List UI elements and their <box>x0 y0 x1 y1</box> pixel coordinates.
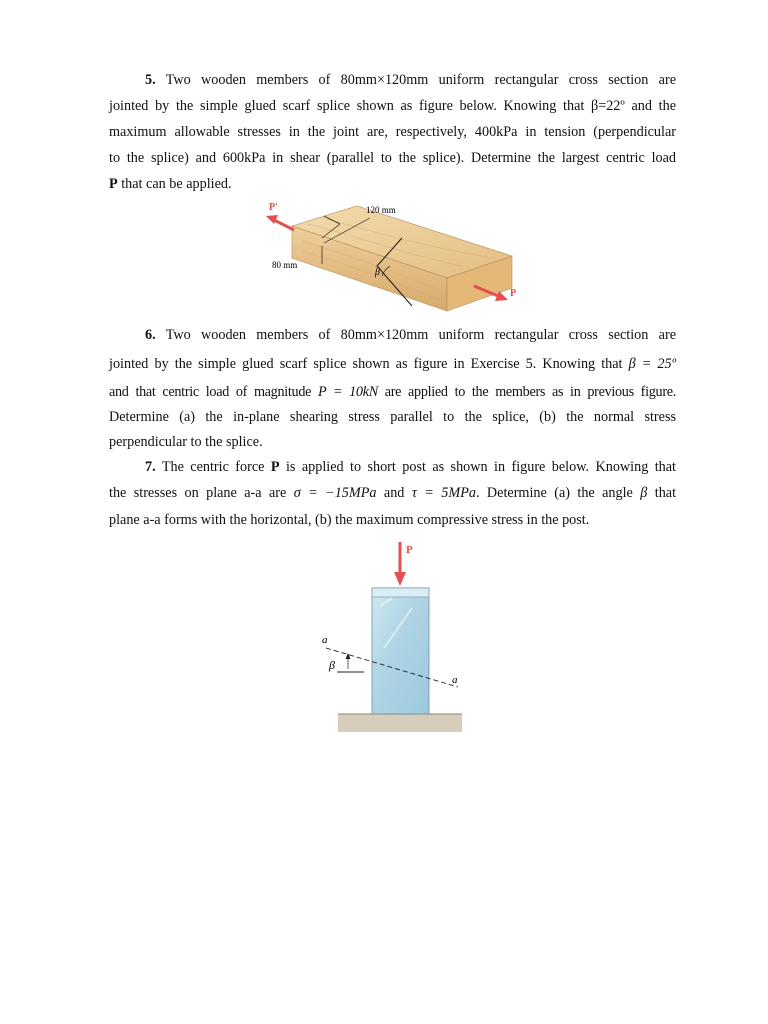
problem-7-text: 7. The centric force P is applied to short post as shown in figure below. Knowing that the stresses on plane a-a are σ = −15MPa and τ = 5MPa. Determine (a) the angle β that plane a-a forms with the horizontal, (b) the maximum compressive stress in the post. <box>109 459 677 528</box>
problem-number: 7. <box>145 459 156 475</box>
label-p-prime: P' <box>269 202 278 213</box>
problem-5-text: 5. Two wooden members of 80mm×120mm uniform rectangular cross section are jointed by the simple glued scarf splice shown as figure below. Knowing that β=22º and the maximum allowable stresses in the joint are, respectively, 400kPa in tension (perpendicular to the splice) and 600kPa in shear (parallel to the splice). Determine the largest centric load P that can be applied. <box>109 72 676 192</box>
scarf-splice-figure <box>262 196 542 316</box>
label-p: P <box>406 544 413 556</box>
label-beta: β <box>329 658 335 672</box>
label-beta: β <box>375 267 380 278</box>
label-p: P <box>510 288 517 299</box>
load-arrow-p <box>394 542 406 586</box>
problem-number: 6. <box>145 327 156 343</box>
problem-number: 5. <box>145 72 156 88</box>
label-a-right: a <box>452 674 458 686</box>
label-a-left: a <box>322 634 328 646</box>
load-arrow-left <box>266 215 294 230</box>
label-80mm: 80 mm <box>272 260 298 270</box>
label-120mm: 120 mm <box>366 205 396 215</box>
post-body <box>372 588 429 714</box>
ground-base <box>338 714 462 732</box>
short-post-figure <box>322 538 462 738</box>
problem-6-text: 6. Two wooden members of 80mm×120mm uniform rectangular cross section are jointed by the simple glued scarf splice shown as figure in Exercise 5. Knowing that β = 25º and that centric load of magnitude P = 10kN are applied to the members as in previous figure. Determine (a) the in-plane shearing stress parallel to the splice, (b) the normal stress perpendicular to the splice. <box>109 327 677 450</box>
post-cap <box>372 588 429 597</box>
